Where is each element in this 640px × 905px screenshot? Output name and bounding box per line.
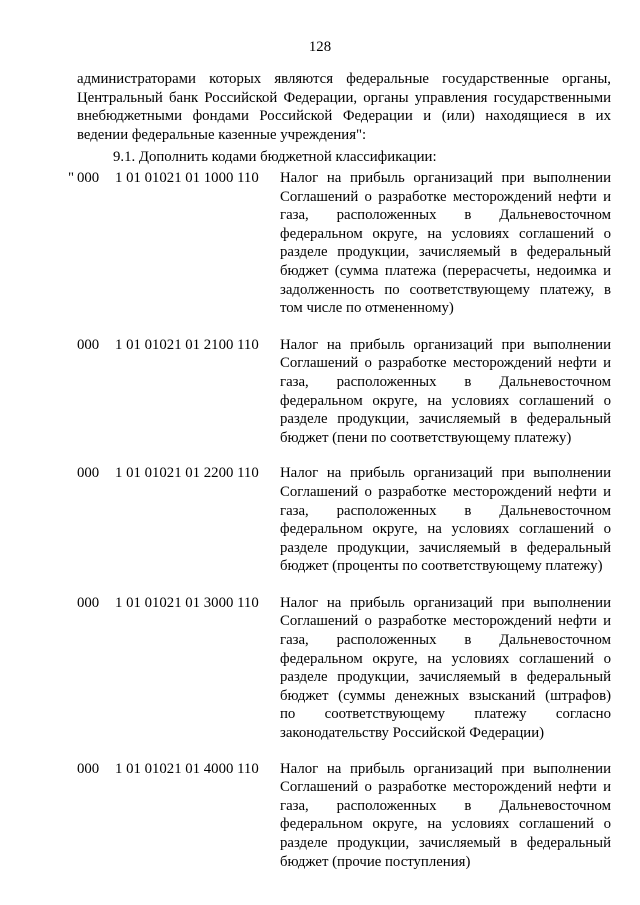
description-line: Соглашений о разработке месторождений нефти и <box>280 483 611 500</box>
admin-code: 000 <box>77 594 100 611</box>
description-line: федеральном округе, на условиях соглашений о <box>280 225 611 242</box>
budget-classification-code: 1 01 01021 01 2100 110 <box>115 336 259 353</box>
code-description <box>280 336 611 448</box>
description-line: Налог на прибыль организаций при выполнении <box>280 465 611 482</box>
code-entry <box>0 760 640 872</box>
description-line: задолженность по соответствующему платежу, в <box>280 281 611 298</box>
code-entry <box>0 336 640 448</box>
description-line: разделе продукции, зачисляемый в федеральный <box>280 411 611 428</box>
description-line: разделе продукции, зачисляемый в федеральный <box>280 835 611 851</box>
description-line: Соглашений о разработке месторождений нефти и <box>280 188 611 205</box>
description-line: газа, расположенных в Дальневосточном <box>280 502 611 519</box>
description-line: разделе продукции, зачисляемый в федеральный <box>280 244 611 261</box>
description-line: Соглашений о разработке месторождений нефти и <box>280 613 611 630</box>
admin-code: 000 <box>77 760 100 777</box>
description-line: по соответствующему платежу согласно <box>280 706 611 723</box>
description-line: бюджет (прочие поступления) <box>280 853 471 870</box>
code-description <box>280 594 611 743</box>
admin-code: 000 <box>77 465 100 482</box>
budget-classification-code: 1 01 01021 01 4000 110 <box>115 760 259 777</box>
description-line: том числе по отмененному) <box>280 300 454 317</box>
intro-line: администраторами которых являются федеральные государственные органы, <box>77 71 611 87</box>
code-entry <box>0 464 640 576</box>
description-line: бюджет (проценты по соответствующему платежу) <box>280 558 603 575</box>
code-description <box>280 464 611 576</box>
description-line: газа, расположенных в Дальневосточном <box>280 632 611 649</box>
description-line: федеральном округе, на условиях соглашений о <box>280 521 611 538</box>
description-line: федеральном округе, на условиях соглашений о <box>280 816 611 833</box>
description-line: разделе продукции, зачисляемый в федеральный <box>280 669 611 686</box>
intro-line: Центральный банк Российской Федерации, органы управления государственными <box>77 89 611 106</box>
admin-code: 000 <box>77 170 100 186</box>
page-number: 128 <box>308 39 332 55</box>
description-line: разделе продукции, зачисляемый в федеральный <box>280 539 611 556</box>
classification-codes-list <box>0 169 640 871</box>
code-description <box>280 760 611 872</box>
description-line: законодательству Российской Федерации) <box>280 725 545 742</box>
subheading: 9.1. Дополнить кодами бюджетной классификации: <box>113 149 437 165</box>
code-entry <box>0 169 640 318</box>
description-line: Соглашений о разработке месторождений нефти и <box>280 355 611 372</box>
intro-line: внебюджетными фондами Российской Федерации и (или) находящиеся в их <box>77 108 611 125</box>
description-line: бюджет (суммы денежных взысканий (штрафов) <box>280 687 611 704</box>
description-line: федеральном округе, на условиях соглашений о <box>280 650 611 667</box>
intro-paragraph <box>77 70 611 144</box>
description-line: бюджет (пени по соответствующему платежу) <box>280 429 572 446</box>
budget-classification-code: 1 01 01021 01 3000 110 <box>115 594 259 611</box>
admin-code: 000 <box>77 336 100 353</box>
budget-classification-code: 1 01 01021 01 1000 110 <box>115 170 259 186</box>
budget-classification-code: 1 01 01021 01 2200 110 <box>115 465 259 482</box>
description-line: федеральном округе, на условиях соглашений о <box>280 392 611 409</box>
code-entry <box>0 594 640 743</box>
description-line: Соглашений о разработке месторождений нефти и <box>280 779 611 796</box>
description-line: бюджет (сумма платежа (перерасчеты, недоимка и <box>280 262 611 279</box>
description-line: газа, расположенных в Дальневосточном <box>280 797 611 814</box>
description-line: Налог на прибыль организаций при выполнении <box>280 336 611 353</box>
description-line: газа, расположенных в Дальневосточном <box>280 373 611 390</box>
opening-quote: " <box>68 170 75 186</box>
description-line: Налог на прибыль организаций при выполнении <box>280 594 611 611</box>
description-line: газа, расположенных в Дальневосточном <box>280 207 611 224</box>
code-description <box>280 169 611 318</box>
intro-line: ведении федеральные казенные учреждения": <box>77 126 367 143</box>
description-line: Налог на прибыль организаций при выполнении <box>280 170 611 186</box>
description-line: Налог на прибыль организаций при выполнении <box>280 760 611 777</box>
